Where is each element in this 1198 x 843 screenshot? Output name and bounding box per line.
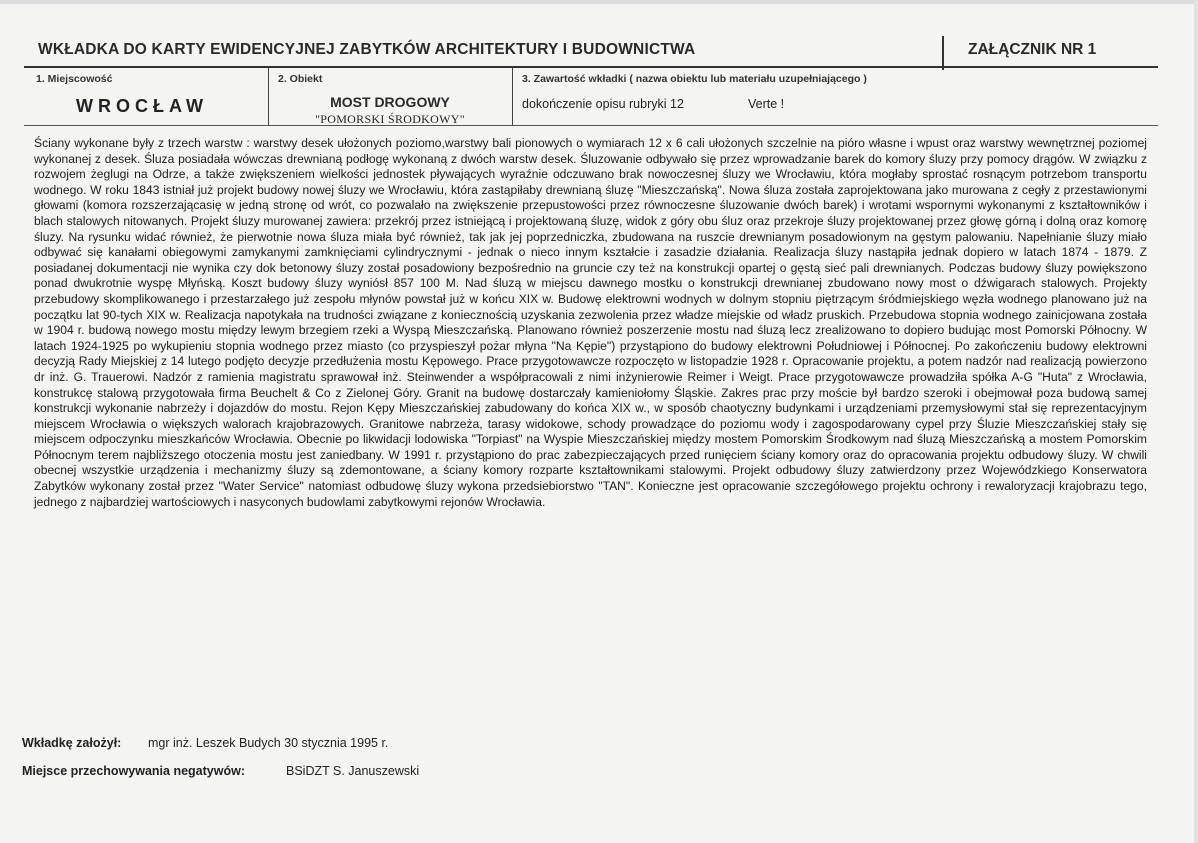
content-label: 3. Zawartość wkładki ( nazwa obiektu lub materiału uzupełniającego ) <box>522 73 867 85</box>
card-edge-right <box>1194 0 1198 843</box>
header-rule <box>24 66 1158 68</box>
object-subtitle: "POMORSKI ŚRODKOWY" <box>315 112 465 126</box>
form-title: WKŁADKA DO KARTY EWIDENCYJNEJ ZABYTKÓW ARCHITEKTURY I BUDOWNICTWA <box>38 41 696 58</box>
object-label: 2. Obiekt <box>278 73 323 85</box>
card-edge-top <box>0 0 1198 4</box>
place-value: WROCŁAW <box>76 96 208 116</box>
column-divider-2 <box>512 68 513 125</box>
object-name: MOST DROGOWY <box>330 94 450 110</box>
storage-row <box>22 764 420 778</box>
author-row <box>22 736 389 750</box>
verte-note: Verte ! <box>748 97 785 111</box>
author-label: Wkładkę założył: <box>22 736 122 750</box>
table-rule <box>24 125 1158 126</box>
attachment-number: ZAŁĄCZNIK NR 1 <box>968 41 1097 58</box>
place-label: 1. Miejscowość <box>36 73 113 85</box>
content-note: dokończenie opisu rubryki 12 <box>522 97 684 111</box>
storage-value: BSiDZT S. Januszewski <box>286 764 420 778</box>
description-text: Ściany wykonane były z trzech warstw : warstwy desek ułożonych poziomo,warstwy bali pionowych o wymiarach 12 x 6 cali ułożonych szczelnie na pióro własne i wpust oraz warstwy wewnętrznej poziomej wykonanej z desek. Śluza posiadała wówczas drewnianą podłogę wykonaną z dwóch warstw desek. Śluzowanie odbywało się przez wprowadzanie barek do komory śluzy przy pomocy drągów. W związku z rozwojem żeglugi na Odrze, a także zwiększeniem wielkości jednostek pływających wyraźnie odczuwano brak nowoczesnej śluzy we Wrocławiu, która mogłaby sprostać rosnącym potrzebom transportu wodnego. W roku 1843 istniał już projekt budowy nowej śluzy we Wrocławiu, która zastąpiłaby drewnianą śluzę "Mieszczańską". Nowa śluza została zaprojektowana jako murowana z cegły z przestawionymi głowami (komora rozszerzającasię w jedną stronę od wrót, co pozwalało na zwiększenie przepustowości przez równoczesne śluzowanie dwóch barek) i wrotami wspornymi wykonanymi z kształtowników i blach stalowych nitowanych. Projekt śluzy murowanej zawiera: przekrój przez istniejącą i projektowaną śluzę, widok z góry obu śluz oraz przekroje śluzy projektowanej przez głowę górną i dolną oraz komorę śluzy. Na rysunku widać również, że pierwotnie nowa śluza miała być również, tak jak jej poprzedniczka, zbudowana na ruszcie drewnianym posadowionym na gęstym palowaniu. Napełnianie śluzy miało odbywać się kanałami obiegowymi zamykanymi zamknięciami cylindrycznymi - jednak o nieco innym kształcie i zasadzie działania. Realizacja śluzy nastąpiła jednak dopiero w latach 1874 - 1879. Z posiadanej dokumentacji nie wynika czy dok betonowy śluzy został posadowiony bezpośrednio na gruncie czy też na konstrukcji opartej o gęstą sieć pali drewnianych. Podczas budowy śluzy powiększono ponad dwukrotnie wyspę Młyńską. Koszt budowy śluzy wyniósł 857 100 M. Nad śluzą w miejscu dawnego mostku o konstrukcji drewnianej zbudowano nowy most o dźwigarach stalowych. Projekty przebudowy skomplikowanego i przestarzałego już zespołu młynów powstał już w końcu XIX w. Budowę elektrowni wodnych w dolnym stopniu piętrzącym śródmiejskiego węzła wodnego planowano już na początku lat 90-tych XIX w. Realizacja napotykała na trudności związane z koniecznością uzyskania zezwolenia przez władze miejskie od władz pruskich. Przebudowa stopnia wodnego zainicjowana została w 1904 r. budową nowego mostu między lewym brzegiem rzeki a Wyspą Mieszczańską. Planowano również poszerzenie mostu nad śluzą lecz zrealizowano to dopiero budując most Pomorski Północny. W latach 1924-1925 po wykupieniu stopnia wodnego przez miasto (co przyspieszył pożar młyna "Na Kępie") przystąpiono do budowy elektrowni Południowej i Północnej. Po zakończeniu budowy elektrowni decyzją Rady Miejskiej z 14 lutego podjęto decyzje przedłużenia mostu Kępowego. Prace przygotowawcze rozpoczęto w listopadzie 1928 r. Opracowanie projektu, a potem nadzór nad realizacją powierzono dr inż. G. Trauerowi. Nadzór z ramienia magistratu sprawował inż. Steinwender a współpracowali z nimi inżynierowie Reimer i Weigt. Prace przygotowawcze prowadziła spółka A-G "Huta" z Wrocławia, konstrukcę stalową przygotowała firma Beuchelt & Co z Zielonej Góry. Granit na budowę dostarczały kamieniołomy Śląskie. Zakres prac przy moście był bardzo szeroki i obejmował poza budową samej konstrukcji wykonanie nabrzeży i dojazdów do mostu. Rejon Kępy Mieszczańskiej zabudowany do końca XIX w., w sposób chaotyczny budynkami i urządzeniami przemysłowymi stał się reprezentacyjnym miejscem Wrocławia o większych walorach krajobrazowych. Granitowe nabrzeża, tarasy widokowe, schody prowadzące do poziomu wody i zagospodarowany cypel przy Śluzie Mieszczańskiej stały się miejscem odpoczynku mieszkańców Wrocławia. Obecnie po likwidacji lodowiska "Torpiast" na Wyspie Mieszczańskiej między mostem Pomorskim Środkowym nad śluzą Mieszczańską a mostem Pomorskim Północnym terem najbliższego otoczenia mostu jest zaniedbany. W 1991 r. przystąpiono do prac zabezpieczających przed runięciem ściany komory oraz do opracowania projektu odbudowy śluzy. W chwili obecnej wszystkie urządzenia i mechanizmy śluzy są zdemontowane, a ściany komory rozparte kształtownikami stalowymi. Projekt odbudowy śluzy zatwierdzony przez Wojewódzkiego Konserwatora Zabytków wykonany został przez "Water Service" natomiast odbudowę śluzy wykona przedsiebiorstwo "TAN". Konieczne jest opracowanie szczegółowego projektu ochrony i rewaloryzacji krajobrazu tego, jednego z najbardziej wartościowych i nasyconych budowlami zabytkowymi rejonów Wrocławia. <box>34 136 1147 509</box>
storage-label: Miejsce przechowywania negatywów: <box>22 764 245 778</box>
author-value: mgr inż. Leszek Budych 30 stycznia 1995 r. <box>148 736 389 750</box>
header-divider <box>942 36 944 70</box>
